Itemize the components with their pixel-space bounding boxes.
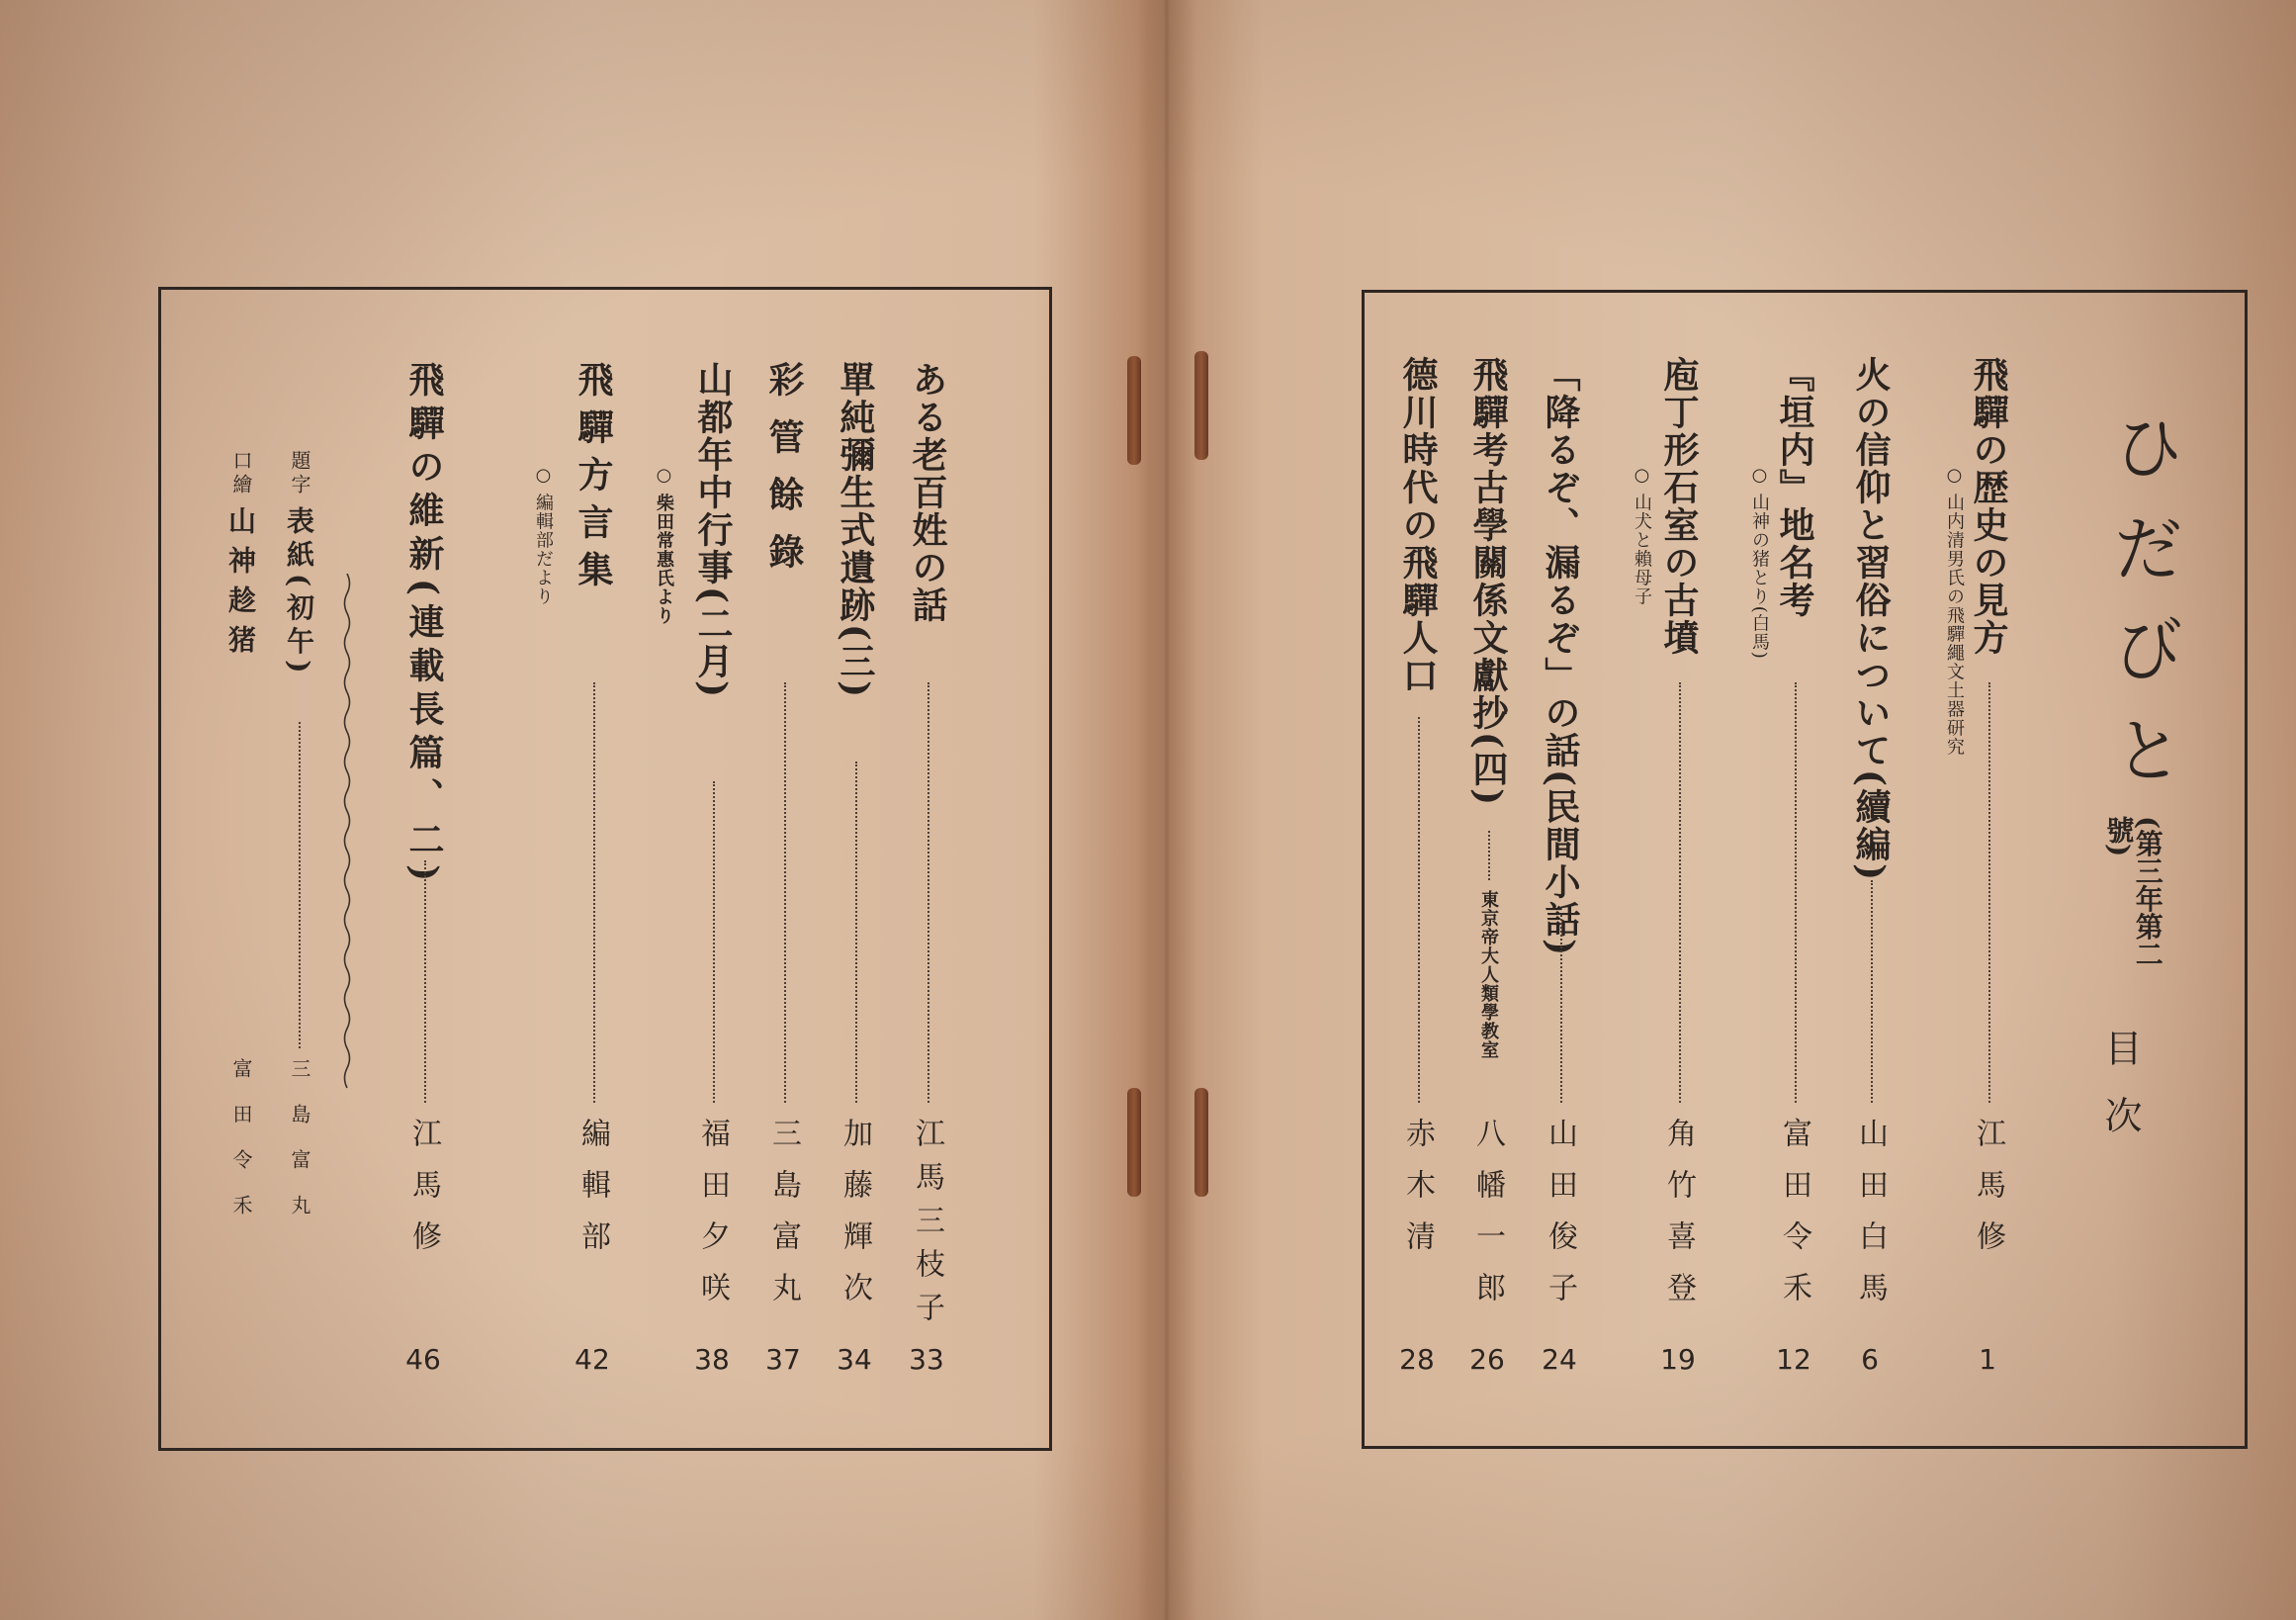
magazine-title: ひだびと: [2101, 410, 2184, 814]
entry-author: 赤木清: [1400, 1118, 1435, 1272]
entry-title: 飛驒の歴史の見方: [1968, 356, 2009, 657]
page-number: 37: [765, 1343, 801, 1376]
entry-author: 江馬三枝子: [910, 1118, 944, 1335]
entry-author: 福田夕咲: [695, 1118, 730, 1323]
page-number: 46: [405, 1343, 441, 1376]
entry-title: 飛驒方言集: [573, 361, 614, 598]
entry-title: 庖丁形石室の古墳: [1658, 356, 1700, 657]
entry-author: 江馬修: [406, 1118, 441, 1272]
dot-leader: [1418, 717, 1420, 1103]
entry-title: 山都年中行事(二月): [692, 361, 734, 700]
staple-bottom-right: [1194, 1088, 1208, 1197]
staple-top-left: [1127, 356, 1141, 465]
dot-leader: [1795, 682, 1797, 1103]
entry-author: 角竹喜登: [1661, 1118, 1696, 1323]
dot-leader: [1988, 682, 1990, 1103]
entry-author: 編輯部: [575, 1118, 610, 1272]
entry-author: 富田令禾: [1777, 1118, 1811, 1323]
entry-author: 山田白馬: [1853, 1118, 1888, 1323]
staple-top-right: [1194, 351, 1208, 460]
page-number: 19: [1660, 1343, 1696, 1376]
entry-author: 江馬修: [1971, 1118, 2005, 1272]
dot-leader: [299, 722, 301, 1048]
page-number: 34: [837, 1343, 872, 1376]
dot-leader: [1679, 682, 1681, 1103]
entry-note: ○ 柴田常惠氏より: [654, 465, 674, 626]
entry-title: 德川時代の飛驒人口: [1397, 356, 1439, 694]
entry-author: 山田俊子: [1543, 1118, 1577, 1323]
entry-note: ○ 山神の猪とり(白馬): [1749, 465, 1770, 660]
staple-bottom-left: [1127, 1088, 1141, 1197]
dot-leader: [927, 682, 929, 1103]
toc-label: 目次: [2098, 1029, 2142, 1163]
entry-note: ○ 山犬と賴母子: [1632, 465, 1652, 606]
credit-item: 山神趁猪: [224, 506, 257, 665]
dot-leader: [855, 762, 857, 1103]
entry-title: 彩管餘錄: [763, 361, 805, 590]
page-number: 1: [1979, 1343, 1996, 1376]
entry-author: 八幡一郎: [1470, 1118, 1505, 1323]
entry-title: 「降るぞ、漏るぞ」の話(民間小話): [1540, 356, 1581, 958]
entry-author: 加藤輝次: [838, 1118, 872, 1323]
page-number: 28: [1399, 1343, 1435, 1376]
credit-item: 表紙(初午): [283, 506, 315, 679]
entry-title: 『垣内』地名考: [1774, 356, 1815, 619]
wavy-separator: [340, 574, 354, 1098]
gutter-shadow: [1137, 0, 1196, 1620]
dot-leader: [424, 860, 426, 1103]
entry-note: ○ 編輯部だより: [533, 465, 554, 606]
credit-role: 題字: [288, 450, 311, 497]
page-number: 26: [1469, 1343, 1505, 1376]
entry-author: 三島富丸: [766, 1118, 801, 1323]
dot-leader: [784, 682, 786, 1103]
page-number: 6: [1861, 1343, 1879, 1376]
entry-title: 飛驒考古學關係文獻抄(四): [1467, 356, 1509, 808]
entry-note: 東京帝大人類學教室: [1478, 890, 1499, 1059]
credit-name: 三島富丸: [288, 1058, 311, 1240]
credit-name: 富田令禾: [229, 1058, 253, 1240]
entry-note: ○ 山内清男氏の飛驒繩文土器研究: [1944, 465, 1965, 757]
credit-role: 口繪: [229, 450, 253, 497]
entry-title: ある老百姓の話: [907, 361, 948, 624]
dot-leader: [1488, 831, 1490, 880]
page-number: 33: [909, 1343, 944, 1376]
entry-title: 單純彌生式遺跡(三): [835, 361, 876, 700]
page-number: 38: [694, 1343, 730, 1376]
entry-title: 飛驒の維新(連載長篇、二): [403, 361, 445, 890]
entry-title: 火の信仰と習俗について(續編): [1850, 356, 1892, 883]
page-number: 12: [1776, 1343, 1811, 1376]
dot-leader: [1560, 915, 1562, 1103]
dot-leader: [593, 682, 595, 1103]
page-number: 42: [574, 1343, 610, 1376]
page-number: 24: [1542, 1343, 1577, 1376]
magazine-volume: (第三年第二號): [2102, 816, 2164, 968]
dot-leader: [713, 781, 715, 1103]
dot-leader: [1871, 880, 1873, 1103]
